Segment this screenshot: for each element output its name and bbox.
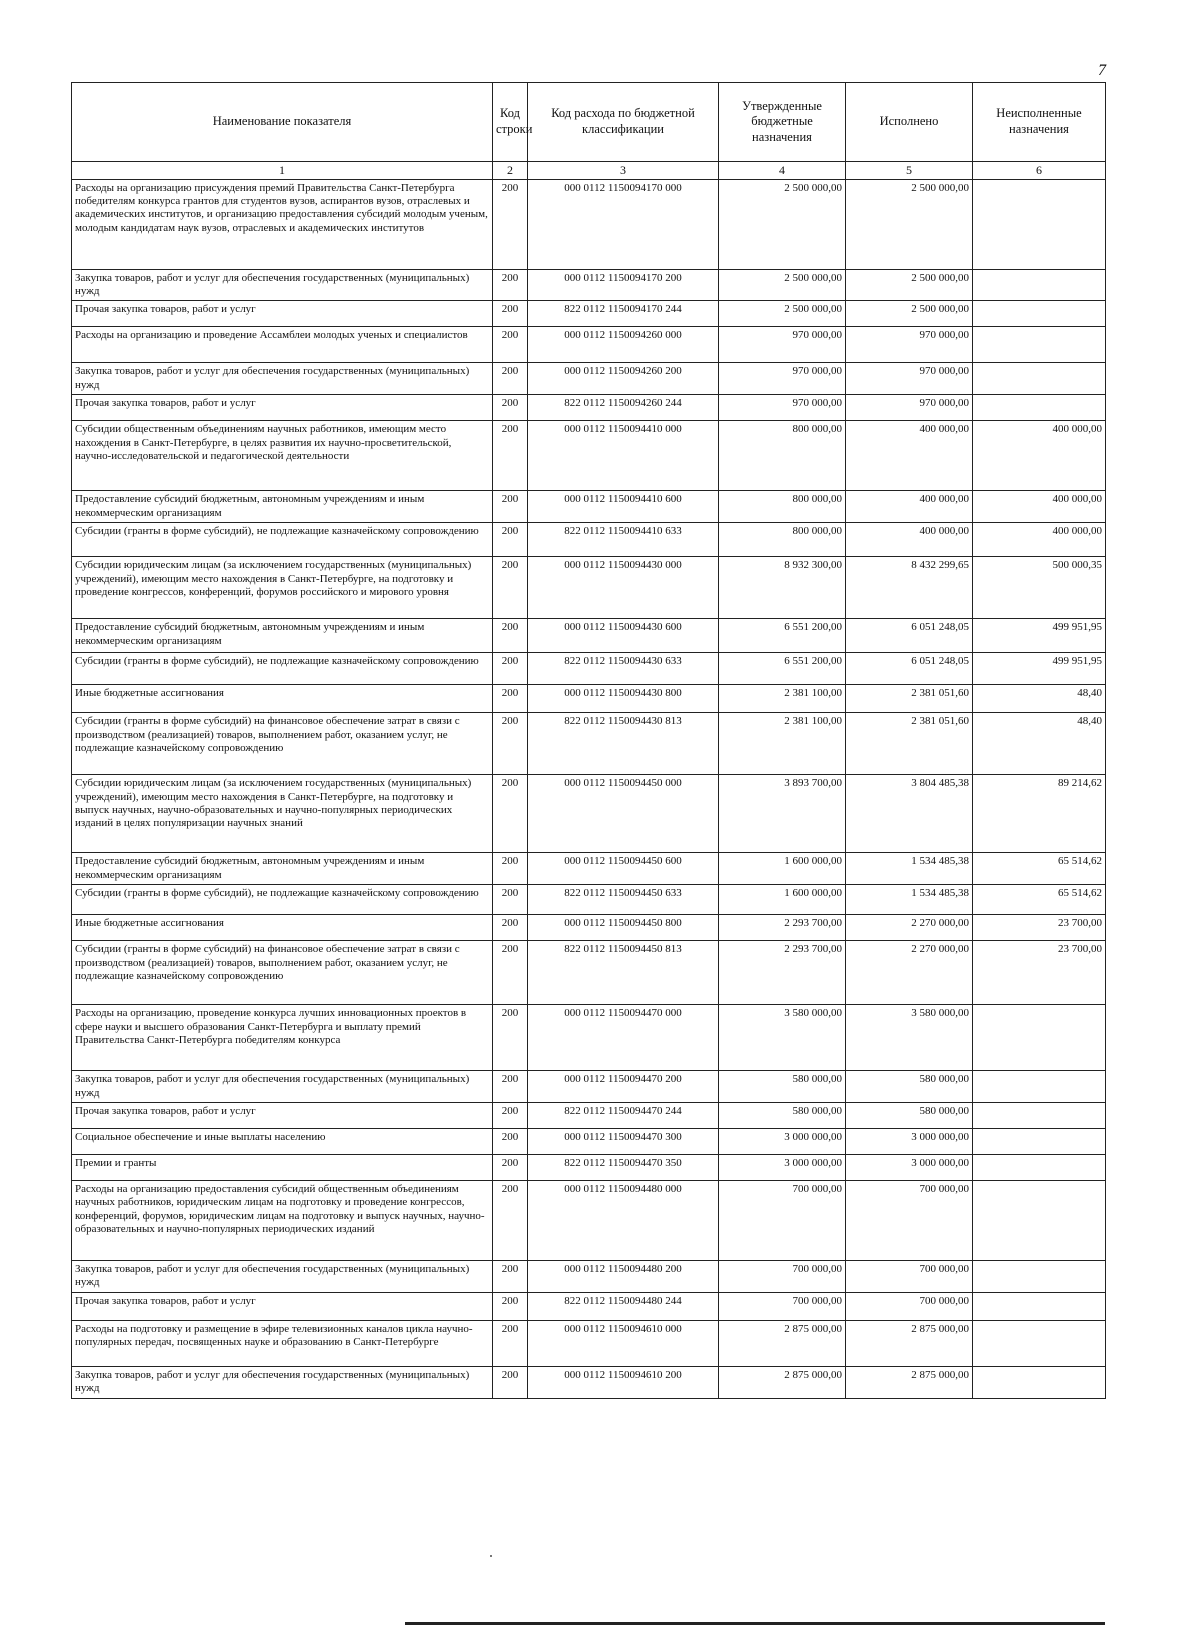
cell-line-code: 200 — [493, 775, 528, 853]
header-row — [72, 83, 1106, 162]
table-row — [72, 619, 1106, 653]
cell-line-code: 200 — [493, 1129, 528, 1155]
cell-unexecuted — [973, 1005, 1106, 1071]
cell-approved: 800 000,00 — [719, 421, 846, 491]
table-row — [72, 363, 1106, 395]
cell-unexecuted — [973, 327, 1106, 363]
cell-budget-code: 822 0112 1150094430 633 — [528, 653, 719, 685]
table-row — [72, 491, 1106, 523]
cell-line-code: 200 — [493, 1292, 528, 1320]
cell-executed: 2 875 000,00 — [846, 1366, 973, 1398]
cell-indicator-name: Иные бюджетные ассигнования — [72, 685, 493, 713]
table-row — [72, 395, 1106, 421]
cell-indicator-name: Закупка товаров, работ и услуг для обеспечения государственных (муниципальных) нужд — [72, 1261, 493, 1293]
table-row — [72, 1320, 1106, 1366]
table-row — [72, 327, 1106, 363]
cell-approved: 2 500 000,00 — [719, 301, 846, 327]
table-row — [72, 1103, 1106, 1129]
cell-indicator-name: Субсидии (гранты в форме субсидий) на финансовое обеспечение затрат в связи с производством (реализацией) товаров, выполнением работ, оказанием услуг, не подлежащие казначейскому сопровождению — [72, 941, 493, 1005]
cell-unexecuted — [973, 269, 1106, 301]
cell-unexecuted: 499 951,95 — [973, 653, 1106, 685]
cell-executed: 400 000,00 — [846, 523, 973, 557]
table-row — [72, 1366, 1106, 1398]
table-row — [72, 1071, 1106, 1103]
cell-unexecuted: 65 514,62 — [973, 853, 1106, 885]
cell-indicator-name: Расходы на организацию предоставления субсидий общественным объединениям научных работников, юридическим лицам на подготовку и проведение конгрессов, конференций, форумов, юридическим лицам на подготовку и выпуск научных, научно-образовательных и научно-популярных периодических изданий — [72, 1181, 493, 1261]
cell-approved: 800 000,00 — [719, 523, 846, 557]
cell-unexecuted — [973, 1366, 1106, 1398]
cell-indicator-name: Предоставление субсидий бюджетным, автономным учреждениям и иным некоммерческим организациям — [72, 853, 493, 885]
cell-approved: 3 000 000,00 — [719, 1129, 846, 1155]
table-row — [72, 1129, 1106, 1155]
cell-indicator-name: Закупка товаров, работ и услуг для обеспечения государственных (муниципальных) нужд — [72, 269, 493, 301]
cell-unexecuted — [973, 1129, 1106, 1155]
cell-unexecuted — [973, 1071, 1106, 1103]
cell-line-code: 200 — [493, 1155, 528, 1181]
cell-budget-code: 000 0112 1150094430 600 — [528, 619, 719, 653]
cell-executed: 580 000,00 — [846, 1071, 973, 1103]
cell-line-code: 200 — [493, 885, 528, 915]
page-number: 7 — [1098, 62, 1106, 79]
cell-budget-code: 000 0112 1150094260 000 — [528, 327, 719, 363]
expenditure-table — [71, 82, 1106, 1399]
cell-approved: 8 932 300,00 — [719, 557, 846, 619]
header-line-code: Код строки — [493, 83, 528, 162]
column-number: 1 — [72, 162, 493, 180]
cell-indicator-name: Расходы на подготовку и размещение в эфире телевизионных каналов цикла научно-популярных передач, посвященных науке и образованию в Санкт-Петербурге — [72, 1320, 493, 1366]
cell-approved: 580 000,00 — [719, 1103, 846, 1129]
cell-line-code: 200 — [493, 915, 528, 941]
cell-unexecuted: 500 000,35 — [973, 557, 1106, 619]
cell-budget-code: 822 0112 1150094410 633 — [528, 523, 719, 557]
cell-budget-code: 000 0112 1150094480 000 — [528, 1181, 719, 1261]
cell-approved: 970 000,00 — [719, 395, 846, 421]
cell-line-code: 200 — [493, 1071, 528, 1103]
cell-indicator-name: Субсидии общественным объединениям научных работников, имеющим место нахождения в Санкт-Петербурге, в целях развития их научно-просветительской, научно-исследовательской и педагогической деятельности — [72, 421, 493, 491]
cell-indicator-name: Субсидии юридическим лицам (за исключением государственных (муниципальных) учреждений), имеющим место нахождения в Санкт-Петербурге, на подготовку и выпуск научных, научно-образовательных и научно-популярных периодических изданий в целях популяризации научных знаний — [72, 775, 493, 853]
cell-executed: 2 381 051,60 — [846, 685, 973, 713]
column-number: 2 — [493, 162, 528, 180]
cell-budget-code: 000 0112 1150094470 200 — [528, 1071, 719, 1103]
cell-budget-code: 000 0112 1150094170 200 — [528, 269, 719, 301]
cell-indicator-name: Предоставление субсидий бюджетным, автономным учреждениям и иным некоммерческим организациям — [72, 491, 493, 523]
header-approved: Утвержденные бюджетные назначения — [719, 83, 846, 162]
cell-executed: 3 580 000,00 — [846, 1005, 973, 1071]
cell-indicator-name: Расходы на организацию, проведение конкурса лучших инновационных проектов в сфере науки и высшего образования Санкт-Петербурга и выплату премий Правительства Санкт-Петербурга победителям конкурса — [72, 1005, 493, 1071]
cell-approved: 580 000,00 — [719, 1071, 846, 1103]
cell-indicator-name: Прочая закупка товаров, работ и услуг — [72, 1292, 493, 1320]
cell-line-code: 200 — [493, 179, 528, 269]
cell-budget-code: 000 0112 1150094260 200 — [528, 363, 719, 395]
table-row — [72, 1181, 1106, 1261]
cell-budget-code: 000 0112 1150094450 600 — [528, 853, 719, 885]
bottom-rule — [405, 1622, 1105, 1625]
cell-line-code: 200 — [493, 1103, 528, 1129]
cell-indicator-name: Прочая закупка товаров, работ и услуг — [72, 1103, 493, 1129]
cell-budget-code: 822 0112 1150094480 244 — [528, 1292, 719, 1320]
cell-executed: 700 000,00 — [846, 1292, 973, 1320]
cell-line-code: 200 — [493, 421, 528, 491]
cell-executed: 700 000,00 — [846, 1181, 973, 1261]
cell-approved: 2 293 700,00 — [719, 941, 846, 1005]
cell-executed: 3 000 000,00 — [846, 1155, 973, 1181]
scan-mark — [490, 1555, 492, 1557]
cell-line-code: 200 — [493, 1181, 528, 1261]
cell-indicator-name: Закупка товаров, работ и услуг для обеспечения государственных (муниципальных) нужд — [72, 1366, 493, 1398]
cell-unexecuted — [973, 363, 1106, 395]
cell-executed: 8 432 299,65 — [846, 557, 973, 619]
cell-budget-code: 000 0112 1150094430 000 — [528, 557, 719, 619]
cell-budget-code: 822 0112 1150094470 350 — [528, 1155, 719, 1181]
cell-unexecuted — [973, 179, 1106, 269]
cell-indicator-name: Прочая закупка товаров, работ и услуг — [72, 395, 493, 421]
cell-executed: 1 534 485,38 — [846, 885, 973, 915]
column-number: 5 — [846, 162, 973, 180]
table-row — [72, 1005, 1106, 1071]
column-numbers-row — [72, 162, 1106, 180]
cell-executed: 3 804 485,38 — [846, 775, 973, 853]
cell-indicator-name: Предоставление субсидий бюджетным, автономным учреждениям и иным некоммерческим организациям — [72, 619, 493, 653]
cell-indicator-name: Закупка товаров, работ и услуг для обеспечения государственных (муниципальных) нужд — [72, 1071, 493, 1103]
cell-unexecuted: 23 700,00 — [973, 941, 1106, 1005]
column-number: 4 — [719, 162, 846, 180]
cell-indicator-name: Расходы на организацию присуждения премий Правительства Санкт-Петербурга победителям конкурса грантов для студентов вузов, аспирантов вузов, отраслевых и академических институтов, и организацию предоставления субсидий молодым ученым, молодым кандидатам наук вузов, отраслевых и академических институтов — [72, 179, 493, 269]
cell-line-code: 200 — [493, 685, 528, 713]
cell-indicator-name: Расходы на организацию и проведение Ассамблеи молодых ученых и специалистов — [72, 327, 493, 363]
cell-line-code: 200 — [493, 523, 528, 557]
cell-unexecuted — [973, 1261, 1106, 1293]
cell-executed: 2 500 000,00 — [846, 269, 973, 301]
cell-unexecuted: 65 514,62 — [973, 885, 1106, 915]
cell-approved: 6 551 200,00 — [719, 653, 846, 685]
table-row — [72, 269, 1106, 301]
cell-indicator-name: Закупка товаров, работ и услуг для обеспечения государственных (муниципальных) нужд — [72, 363, 493, 395]
cell-budget-code: 822 0112 1150094170 244 — [528, 301, 719, 327]
column-number: 6 — [973, 162, 1106, 180]
cell-unexecuted: 48,40 — [973, 713, 1106, 775]
cell-executed: 400 000,00 — [846, 491, 973, 523]
cell-line-code: 200 — [493, 327, 528, 363]
cell-approved: 3 893 700,00 — [719, 775, 846, 853]
cell-line-code: 200 — [493, 1366, 528, 1398]
table-row — [72, 713, 1106, 775]
header-indicator-name: Наименование показателя — [72, 83, 493, 162]
cell-executed: 2 381 051,60 — [846, 713, 973, 775]
cell-unexecuted — [973, 1320, 1106, 1366]
cell-executed: 1 534 485,38 — [846, 853, 973, 885]
cell-line-code: 200 — [493, 269, 528, 301]
table-row — [72, 885, 1106, 915]
cell-line-code: 200 — [493, 1005, 528, 1071]
cell-budget-code: 822 0112 1150094450 633 — [528, 885, 719, 915]
header-budget-code: Код расхода по бюджетной классификации — [528, 83, 719, 162]
table-row — [72, 775, 1106, 853]
cell-line-code: 200 — [493, 653, 528, 685]
cell-budget-code: 000 0112 1150094450 000 — [528, 775, 719, 853]
table-row — [72, 523, 1106, 557]
cell-approved: 2 875 000,00 — [719, 1366, 846, 1398]
cell-line-code: 200 — [493, 853, 528, 885]
table-row — [72, 1261, 1106, 1293]
cell-unexecuted — [973, 301, 1106, 327]
cell-unexecuted — [973, 1103, 1106, 1129]
cell-executed: 2 500 000,00 — [846, 179, 973, 269]
column-number: 3 — [528, 162, 719, 180]
cell-budget-code: 822 0112 1150094430 813 — [528, 713, 719, 775]
cell-indicator-name: Прочая закупка товаров, работ и услуг — [72, 301, 493, 327]
table-body — [72, 179, 1106, 1398]
cell-unexecuted: 89 214,62 — [973, 775, 1106, 853]
cell-budget-code: 000 0112 1150094470 300 — [528, 1129, 719, 1155]
cell-indicator-name: Иные бюджетные ассигнования — [72, 915, 493, 941]
cell-unexecuted: 23 700,00 — [973, 915, 1106, 941]
cell-line-code: 200 — [493, 557, 528, 619]
cell-budget-code: 822 0112 1150094470 244 — [528, 1103, 719, 1129]
cell-budget-code: 000 0112 1150094170 000 — [528, 179, 719, 269]
cell-line-code: 200 — [493, 1261, 528, 1293]
cell-indicator-name: Субсидии (гранты в форме субсидий), не подлежащие казначейскому сопровождению — [72, 885, 493, 915]
table-row — [72, 915, 1106, 941]
cell-executed: 580 000,00 — [846, 1103, 973, 1129]
cell-executed: 2 875 000,00 — [846, 1320, 973, 1366]
table-row — [72, 853, 1106, 885]
cell-line-code: 200 — [493, 491, 528, 523]
cell-approved: 1 600 000,00 — [719, 853, 846, 885]
cell-unexecuted — [973, 1181, 1106, 1261]
cell-line-code: 200 — [493, 619, 528, 653]
cell-budget-code: 000 0112 1150094450 800 — [528, 915, 719, 941]
cell-executed: 970 000,00 — [846, 395, 973, 421]
cell-line-code: 200 — [493, 395, 528, 421]
cell-line-code: 200 — [493, 1320, 528, 1366]
cell-approved: 800 000,00 — [719, 491, 846, 523]
cell-unexecuted — [973, 1155, 1106, 1181]
cell-approved: 2 293 700,00 — [719, 915, 846, 941]
cell-approved: 2 381 100,00 — [719, 713, 846, 775]
cell-unexecuted: 400 000,00 — [973, 523, 1106, 557]
cell-approved: 3 000 000,00 — [719, 1155, 846, 1181]
cell-unexecuted — [973, 395, 1106, 421]
cell-executed: 6 051 248,05 — [846, 653, 973, 685]
cell-executed: 970 000,00 — [846, 363, 973, 395]
table-row — [72, 179, 1106, 269]
cell-executed: 970 000,00 — [846, 327, 973, 363]
cell-budget-code: 000 0112 1150094470 000 — [528, 1005, 719, 1071]
cell-approved: 700 000,00 — [719, 1181, 846, 1261]
cell-executed: 2 270 000,00 — [846, 915, 973, 941]
cell-approved: 970 000,00 — [719, 327, 846, 363]
cell-approved: 3 580 000,00 — [719, 1005, 846, 1071]
cell-unexecuted: 499 951,95 — [973, 619, 1106, 653]
cell-approved: 700 000,00 — [719, 1292, 846, 1320]
table-row — [72, 557, 1106, 619]
table-row — [72, 421, 1106, 491]
cell-budget-code: 822 0112 1150094450 813 — [528, 941, 719, 1005]
table-row — [72, 685, 1106, 713]
cell-approved: 970 000,00 — [719, 363, 846, 395]
cell-executed: 3 000 000,00 — [846, 1129, 973, 1155]
cell-line-code: 200 — [493, 713, 528, 775]
cell-indicator-name: Премии и гранты — [72, 1155, 493, 1181]
cell-line-code: 200 — [493, 301, 528, 327]
cell-approved: 6 551 200,00 — [719, 619, 846, 653]
cell-line-code: 200 — [493, 363, 528, 395]
cell-budget-code: 000 0112 1150094610 200 — [528, 1366, 719, 1398]
table-row — [72, 1155, 1106, 1181]
cell-unexecuted — [973, 1292, 1106, 1320]
cell-executed: 700 000,00 — [846, 1261, 973, 1293]
cell-budget-code: 000 0112 1150094480 200 — [528, 1261, 719, 1293]
table-row — [72, 1292, 1106, 1320]
cell-indicator-name: Субсидии (гранты в форме субсидий), не подлежащие казначейскому сопровождению — [72, 653, 493, 685]
cell-approved: 2 500 000,00 — [719, 179, 846, 269]
header-unexecuted: Неисполненные назначения — [973, 83, 1106, 162]
cell-unexecuted: 400 000,00 — [973, 491, 1106, 523]
cell-budget-code: 000 0112 1150094610 000 — [528, 1320, 719, 1366]
cell-executed: 2 270 000,00 — [846, 941, 973, 1005]
cell-unexecuted: 400 000,00 — [973, 421, 1106, 491]
cell-approved: 1 600 000,00 — [719, 885, 846, 915]
table-row — [72, 301, 1106, 327]
cell-approved: 2 500 000,00 — [719, 269, 846, 301]
cell-line-code: 200 — [493, 941, 528, 1005]
cell-budget-code: 000 0112 1150094410 600 — [528, 491, 719, 523]
cell-indicator-name: Субсидии (гранты в форме субсидий), не подлежащие казначейскому сопровождению — [72, 523, 493, 557]
cell-budget-code: 822 0112 1150094260 244 — [528, 395, 719, 421]
cell-unexecuted: 48,40 — [973, 685, 1106, 713]
cell-indicator-name: Субсидии юридическим лицам (за исключением государственных (муниципальных) учреждений), имеющим место нахождения в Санкт-Петербурге, на подготовку и проведение конгрессов, конференций, форумов российского и мирового уровня — [72, 557, 493, 619]
table-row — [72, 653, 1106, 685]
cell-approved: 700 000,00 — [719, 1261, 846, 1293]
cell-budget-code: 000 0112 1150094430 800 — [528, 685, 719, 713]
cell-indicator-name: Социальное обеспечение и иные выплаты населению — [72, 1129, 493, 1155]
table-row — [72, 941, 1106, 1005]
cell-executed: 400 000,00 — [846, 421, 973, 491]
cell-indicator-name: Субсидии (гранты в форме субсидий) на финансовое обеспечение затрат в связи с производством (реализацией) товаров, выполнением работ, оказанием услуг, не подлежащие казначейскому сопровождению — [72, 713, 493, 775]
cell-executed: 6 051 248,05 — [846, 619, 973, 653]
cell-budget-code: 000 0112 1150094410 000 — [528, 421, 719, 491]
cell-approved: 2 875 000,00 — [719, 1320, 846, 1366]
header-executed: Исполнено — [846, 83, 973, 162]
cell-approved: 2 381 100,00 — [719, 685, 846, 713]
cell-executed: 2 500 000,00 — [846, 301, 973, 327]
